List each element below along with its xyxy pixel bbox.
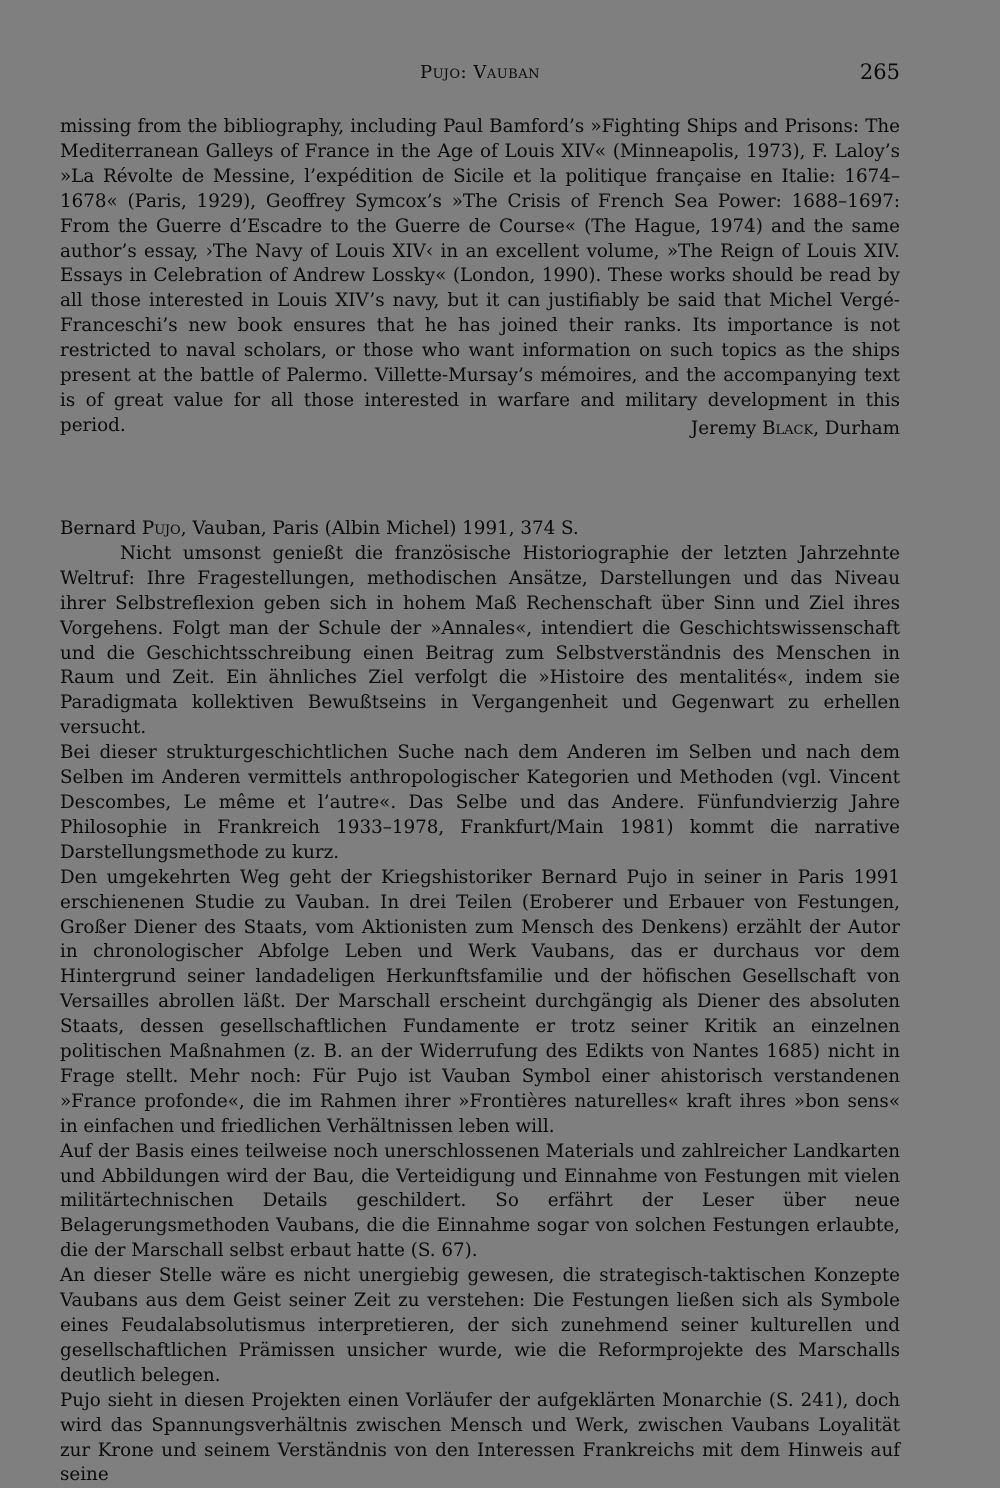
- paragraph: Bei dieser strukturgeschichtlichen Suche nach dem Anderen im Selben und nach dem Selben im Anderen vermittels anthropologischer Kategorien und Methoden (vgl. Vincent Descombes, Le même et l’autre«. Das Selbe und das Andere. Fünfundvierzig Jahre Philosophie in Frankreich 1933–1978, Frankfurt/Main 1981) kommt die narrative Darstellungsmethode zu kurz.: [60, 742, 900, 863]
- review-1-paragraph: missing from the bibliography, including Paul Bamford’s »Fighting Ships and Prisons: The Mediterranean Galleys of France in the Age of Louis XIV« (Minneapolis, 1973), F. Laloy’s »La Révolte de Messine, l’expédition de Sicile et la politique française en Italie: 1674–1678« (Paris, 1929), Geoffrey Symcox’s »The Crisis of French Sea Power: 1688–1697: From the Guerre d’Escadre to the Guerre de Course« (The Hague, 1974) and the same author’s essay, ›The Navy of Louis XIV‹ in an excellent volume, »The Reign of Louis XIV. Essays in Celebration of Andrew Lossky« (London, 1990). These works should be read by all those interested in Louis XIV’s navy, but it can justifiably be said that Michel Vergé-Franceschi’s new book ensures that he has joined their ranks. Its importance is not restricted to naval scholars, or those who want information on such topics as the ships present at the battle of Palermo. Villette-Mursay’s mémoires, and the accompanying text is of great value for all those interested in warfare and military development in this period.: [60, 116, 900, 436]
- review-continuation: [60, 115, 900, 439]
- paragraph: Auf der Basis eines teilweise noch unerschlossenen Materials und zahlreicher Landkarten und Abbildungen wird der Bau, die Verteidigung und Einnahme von Festungen mit vielen militärtechnischen Details geschildert. So erfährt der Leser über neue Belagerungsmethoden Vaubans, die die Einnahme sogar von solchen Festungen erlaubte, die der Marschall selbst erbaut hatte (S. 67).: [60, 1140, 900, 1262]
- bibliographic-heading: [60, 517, 900, 542]
- review-vauban: [60, 517, 900, 1488]
- page-number: 265: [859, 60, 900, 84]
- reviewer-last-name: Black: [762, 418, 814, 439]
- book-details: , Vauban, Paris (Albin Michel) 1991, 374 S.: [180, 518, 579, 539]
- paragraph: Pujo sieht in diesen Projekten einen Vorläufer der aufgeklärten Monarchie (S. 241), doch wird das Spannungsverhältnis zwischen Mensch und Werk, zwischen Vaubans Loyalität zur Krone und seinem Verständnis von den Interessen Frankreichs mit dem Hinweis auf seine: [60, 1389, 900, 1486]
- book-author-last: Pujo: [141, 518, 181, 539]
- reviewer-place: , Durham: [813, 418, 900, 439]
- running-title: [60, 62, 900, 83]
- paragraph: Nicht umsonst genießt die französische Historiographie der letzten Jahrzehnte Weltruf: Ihre Fragestellungen, methodischen Ansätze, Darstellungen und das Niveau ihrer Selbstreflexion geben sich in hohem Maß Rechenschaft über Sinn und Ziel ihres Vorgehens. Folgt man der Schule der »Annales«, intendiert die Geschichtswissenschaft und die Geschichtsschreibung einen Beitrag zum Selbstverständnis des Menschen in Raum und Zeit. Ein ähnliches Ziel verfolgt die »Histoire des mentalités«, indem sie Paradigmata kollektiven Bewußtseins in Vergangenheit und Gegenwart zu erhellen versucht.: [60, 542, 900, 739]
- running-title-text: Pujo: Vauban: [419, 62, 541, 83]
- book-author-first: Bernard: [60, 518, 137, 539]
- paragraph: Den umgekehrten Weg geht der Kriegshistoriker Bernard Pujo in seiner in Paris 1991 erschienenen Studie zu Vauban. In drei Teilen (Eroberer und Erbauer von Festungen, Großer Diener des Staats, vom Aktionisten zum Mensch des Denkens) erzählt der Autor in chronologischer Abfolge Leben und Werk Vaubans, das er durchaus vor dem Hintergrund seiner landadeligen Herkunftsfamilie und der höfischen Gesellschaft von Versailles abrollen läßt. Der Marschall erscheint durchgängig als Diener des absoluten Staats, dessen gesellschaftlichen Fundamente er trotz seiner Kritik an einzelnen politischen Maßnahmen (z. B. an der Widerrufung des Edikts von Nantes 1685) nicht in Frage stellt. Mehr noch: Für Pujo ist Vauban Symbol einer ahistorisch verstandenen »France profonde«, die im Rahmen ihrer »Frontières naturelles« kraft ihres »bon sens« in einfachen und friedlichen Verhältnissen leben will.: [60, 866, 900, 1137]
- reviewer-signature: [691, 416, 900, 441]
- paragraph: An dieser Stelle wäre es nicht unergiebig gewesen, die strategisch-taktischen Konzepte Vaubans aus dem Geist seiner Zeit zu verstehen: Die Festungen ließen sich als Symbole eines Feudalabsolutismus interpretieren, der sich zunehmend seiner kulturellen und gesellschaftlichen Prämissen unsicher wurde, wie die Reformprojekte des Marschalls deutlich belegen.: [60, 1265, 900, 1386]
- running-head: [60, 60, 900, 90]
- reviewer-first-name: Jeremy: [690, 418, 757, 439]
